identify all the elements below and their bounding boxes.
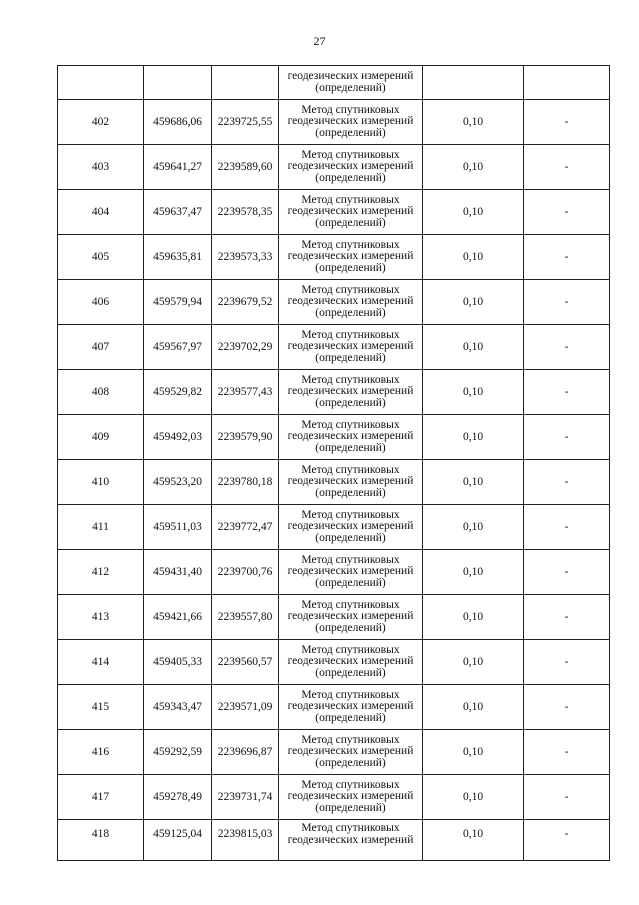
method-line: Метод спутниковых — [301, 103, 400, 116]
table-row — [58, 325, 610, 370]
cell-x: 459431,40 — [144, 550, 212, 595]
cell-y: 2239557,80 — [212, 595, 279, 640]
coordinates-table-body — [58, 66, 610, 861]
method-line: геодезических измерений — [287, 790, 414, 803]
cell-method — [279, 190, 423, 235]
cell-method — [279, 730, 423, 775]
cell-method — [279, 66, 423, 100]
table-row — [58, 595, 610, 640]
table-row — [58, 685, 610, 730]
cell-description: - — [524, 280, 610, 325]
method-line: Метод спутниковых — [301, 373, 400, 386]
cell-y: 2239577,43 — [212, 370, 279, 415]
cell-y: 2239725,55 — [212, 100, 279, 145]
method-line: геодезических измерений — [287, 295, 414, 308]
method-line: геодезических измерений — [287, 475, 414, 488]
table-row — [58, 775, 610, 820]
cell-point-number: 417 — [58, 775, 144, 820]
method-line: геодезических измерений — [287, 250, 414, 263]
page-number: 27 — [313, 34, 326, 48]
cell-x: 459421,66 — [144, 595, 212, 640]
cell-y: 2239696,87 — [212, 730, 279, 775]
cell-point-number: 402 — [58, 100, 144, 145]
method-line: Метод спутниковых — [301, 238, 400, 251]
table-row — [58, 415, 610, 460]
cell-point-number: 403 — [58, 145, 144, 190]
cell-method — [279, 325, 423, 370]
method-line: геодезических измерений — [287, 340, 414, 353]
method-line: геодезических измерений — [287, 115, 414, 128]
method-line: (определений) — [315, 396, 386, 409]
method-line: геодезических измерений — [287, 833, 414, 846]
table-row — [58, 820, 610, 861]
method-line: Метод спутниковых — [301, 148, 400, 161]
table-row — [58, 730, 610, 775]
cell-point-number: 410 — [58, 460, 144, 505]
cell-point-number: 404 — [58, 190, 144, 235]
cell-description: - — [524, 415, 610, 460]
method-line: Метод спутниковых — [301, 418, 400, 431]
method-line: (определений) — [315, 261, 386, 274]
cell-x: 459292,59 — [144, 730, 212, 775]
cell-y: 2239560,57 — [212, 640, 279, 685]
cell-description: - — [524, 325, 610, 370]
cell-y: 2239815,03 — [212, 820, 279, 861]
method-line: (определений) — [315, 126, 386, 139]
cell-method — [279, 460, 423, 505]
cell-method — [279, 775, 423, 820]
cell-x: 459343,47 — [144, 685, 212, 730]
method-line: Метод спутниковых — [301, 778, 400, 791]
cell-precision: 0,10 — [423, 550, 524, 595]
cell-x: 459523,20 — [144, 460, 212, 505]
cell-description: - — [524, 595, 610, 640]
cell-precision: 0,10 — [423, 820, 524, 861]
cell-description: - — [524, 190, 610, 235]
cell-y: 2239772,47 — [212, 505, 279, 550]
method-line: Метод спутниковых — [301, 598, 400, 611]
method-line: (определений) — [315, 441, 386, 454]
cell-precision: 0,10 — [423, 685, 524, 730]
table-row — [58, 145, 610, 190]
method-line: Метод спутниковых — [301, 193, 400, 206]
cell-method — [279, 415, 423, 460]
cell-point-number: 409 — [58, 415, 144, 460]
method-line: геодезических измерений — [287, 655, 414, 668]
cell-precision: 0,10 — [423, 325, 524, 370]
cell-y: 2239780,18 — [212, 460, 279, 505]
method-line: геодезических измерений — [287, 160, 414, 173]
cell-x: 459492,03 — [144, 415, 212, 460]
cell-x: 459686,06 — [144, 100, 212, 145]
cell-precision: 0,10 — [423, 775, 524, 820]
cell-x: 459278,49 — [144, 775, 212, 820]
cell-point-number: 414 — [58, 640, 144, 685]
cell-precision: 0,10 — [423, 730, 524, 775]
cell-y: 2239571,09 — [212, 685, 279, 730]
cell-x: 459579,94 — [144, 280, 212, 325]
method-line: (определений) — [315, 621, 386, 634]
table-row — [58, 505, 610, 550]
cell-precision: 0,10 — [423, 415, 524, 460]
cell-y: 2239579,90 — [212, 415, 279, 460]
cell-y: 2239679,52 — [212, 280, 279, 325]
method-line: геодезических измерений — [287, 385, 414, 398]
cell-description: - — [524, 685, 610, 730]
method-line: (определений) — [315, 306, 386, 319]
cell-method — [279, 145, 423, 190]
cell-precision: 0,10 — [423, 505, 524, 550]
method-line: (определений) — [315, 531, 386, 544]
method-line: Метод спутниковых — [301, 553, 400, 566]
cell-method — [279, 595, 423, 640]
cell-method — [279, 640, 423, 685]
method-line: геодезических измерений — [287, 205, 414, 218]
method-line: (определений) — [315, 351, 386, 364]
cell-precision: 0,10 — [423, 370, 524, 415]
method-line: геодезических измерений — [287, 700, 414, 713]
cell-description: - — [524, 775, 610, 820]
cell-description: - — [524, 100, 610, 145]
cell-precision: 0,10 — [423, 280, 524, 325]
cell-point-number: 405 — [58, 235, 144, 280]
method-line: геодезических измерений — [287, 430, 414, 443]
cell-point-number: 406 — [58, 280, 144, 325]
cell-description: - — [524, 550, 610, 595]
cell-y: 2239700,76 — [212, 550, 279, 595]
cell-point-number: 408 — [58, 370, 144, 415]
cell-x: 459125,04 — [144, 820, 212, 861]
cell-method — [279, 820, 423, 861]
cell-point-number: 415 — [58, 685, 144, 730]
cell-y: 2239731,74 — [212, 775, 279, 820]
cell-y: 2239578,35 — [212, 190, 279, 235]
cell-method — [279, 550, 423, 595]
method-line: Метод спутниковых — [301, 643, 400, 656]
cell-x: 459641,27 — [144, 145, 212, 190]
cell-point-number: 411 — [58, 505, 144, 550]
method-line: (определений) — [315, 486, 386, 499]
cell-description: - — [524, 145, 610, 190]
method-line: (определений) — [315, 756, 386, 769]
cell-method — [279, 685, 423, 730]
table-row — [58, 460, 610, 505]
cell-precision: 0,10 — [423, 100, 524, 145]
coordinates-table — [57, 65, 610, 861]
method-line: геодезических измерений — [287, 565, 414, 578]
method-line: геодезических измерений — [287, 70, 414, 82]
cell-precision: 0,10 — [423, 460, 524, 505]
method-line: (определений) — [315, 576, 386, 589]
cell-point-number — [58, 66, 144, 100]
table-row — [58, 235, 610, 280]
method-line: Метод спутниковых — [301, 822, 400, 834]
cell-point-number: 412 — [58, 550, 144, 595]
table-row — [58, 550, 610, 595]
cell-point-number: 413 — [58, 595, 144, 640]
cell-point-number: 418 — [58, 820, 144, 861]
method-line: Метод спутниковых — [301, 508, 400, 521]
method-line: Метод спутниковых — [301, 688, 400, 701]
cell-precision: 0,10 — [423, 595, 524, 640]
table-row — [58, 190, 610, 235]
cell-point-number: 407 — [58, 325, 144, 370]
cell-x: 459405,33 — [144, 640, 212, 685]
cell-precision: 0,10 — [423, 235, 524, 280]
method-line: (определений) — [315, 216, 386, 229]
cell-description: - — [524, 460, 610, 505]
cell-precision — [423, 66, 524, 100]
table-row — [58, 370, 610, 415]
method-line: Метод спутниковых — [301, 283, 400, 296]
cell-method — [279, 235, 423, 280]
cell-y — [212, 66, 279, 100]
cell-x: 459637,47 — [144, 190, 212, 235]
cell-description: - — [524, 505, 610, 550]
cell-y: 2239573,33 — [212, 235, 279, 280]
cell-precision: 0,10 — [423, 145, 524, 190]
method-line: (определений) — [315, 711, 386, 724]
cell-x — [144, 66, 212, 100]
method-line: геодезических измерений — [287, 520, 414, 533]
method-line: (определений) — [315, 171, 386, 184]
cell-description: - — [524, 235, 610, 280]
cell-method — [279, 100, 423, 145]
cell-point-number: 416 — [58, 730, 144, 775]
cell-description: - — [524, 730, 610, 775]
cell-description: - — [524, 370, 610, 415]
table-row — [58, 640, 610, 685]
cell-description — [524, 66, 610, 100]
cell-x: 459635,81 — [144, 235, 212, 280]
cell-method — [279, 370, 423, 415]
table-row-continuation — [58, 66, 610, 100]
table-row — [58, 100, 610, 145]
method-line: Метод спутниковых — [301, 328, 400, 341]
cell-x: 459511,03 — [144, 505, 212, 550]
cell-description: - — [524, 640, 610, 685]
cell-precision: 0,10 — [423, 640, 524, 685]
cell-precision: 0,10 — [423, 190, 524, 235]
cell-description: - — [524, 820, 610, 861]
cell-method — [279, 280, 423, 325]
cell-method — [279, 505, 423, 550]
method-line: (определений) — [315, 81, 386, 94]
cell-y: 2239589,60 — [212, 145, 279, 190]
method-line: (определений) — [315, 801, 386, 814]
method-line: Метод спутниковых — [301, 463, 400, 476]
cell-x: 459529,82 — [144, 370, 212, 415]
method-line: геодезических измерений — [287, 745, 414, 758]
cell-y: 2239702,29 — [212, 325, 279, 370]
method-line: Метод спутниковых — [301, 733, 400, 746]
method-line: геодезических измерений — [287, 610, 414, 623]
cell-x: 459567,97 — [144, 325, 212, 370]
table-row — [58, 280, 610, 325]
method-line: (определений) — [315, 666, 386, 679]
